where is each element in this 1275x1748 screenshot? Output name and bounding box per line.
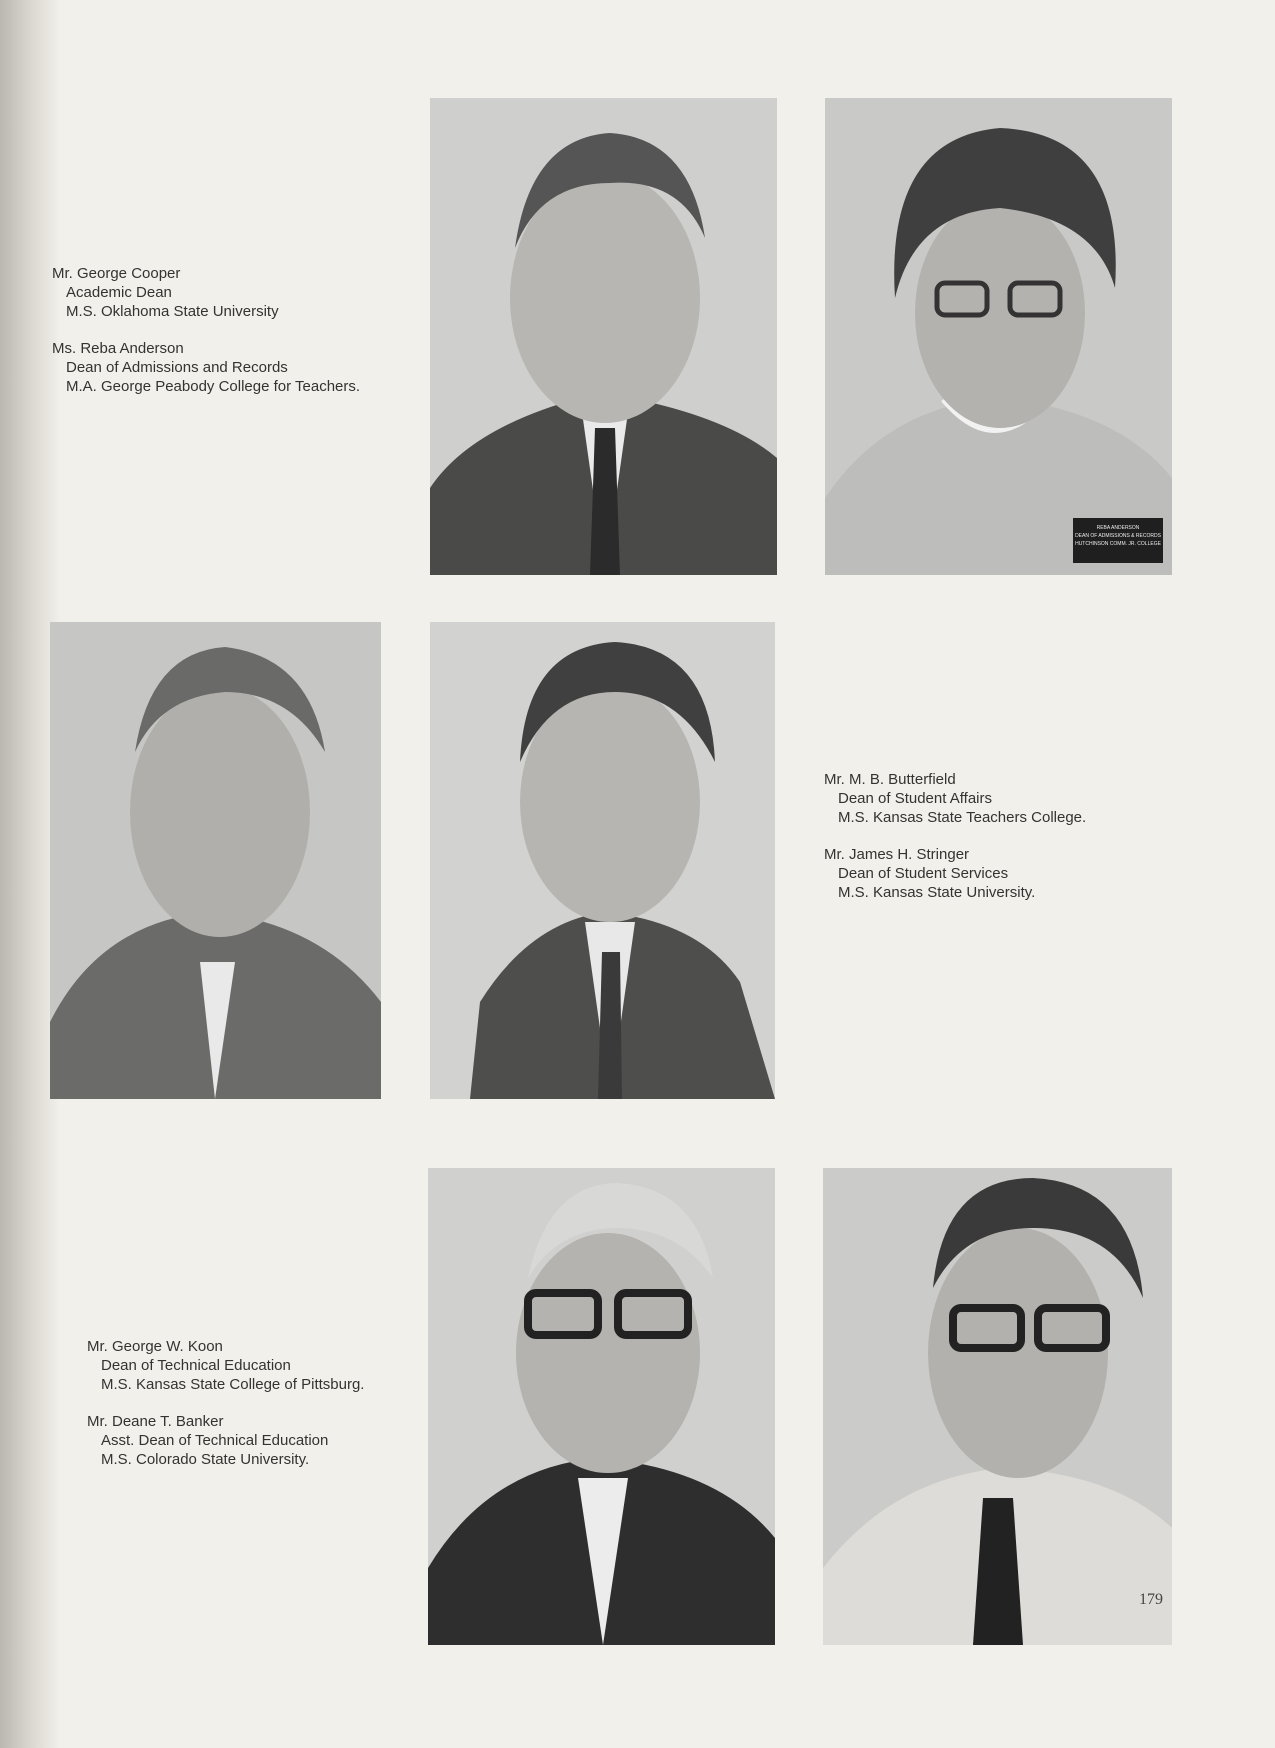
person-degree: M.S. Kansas State Teachers College. xyxy=(838,809,1087,826)
person-name: Mr. George Cooper xyxy=(52,265,181,282)
portrait-deane-t-banker xyxy=(823,1168,1172,1645)
person-name: Mr. James H. Stringer xyxy=(824,846,970,863)
name-tag xyxy=(1073,518,1163,563)
person-degree: M.S. Kansas State College of Pittsburg. xyxy=(101,1376,365,1393)
caption-group-3 xyxy=(87,1337,364,1487)
name-tag-line3: HUTCHINSON COMM. JR. COLLEGE xyxy=(1075,541,1161,547)
portrait-george-cooper xyxy=(430,98,777,575)
person-title: Academic Dean xyxy=(66,284,172,301)
person-title: Dean of Student Services xyxy=(838,865,1009,882)
person-title: Dean of Technical Education xyxy=(101,1357,291,1374)
portrait-m-b-butterfield xyxy=(50,622,381,1099)
person-title: Dean of Admissions and Records xyxy=(66,359,288,376)
person-title: Dean of Student Affairs xyxy=(838,790,992,807)
person-degree: M.S. Kansas State University. xyxy=(838,884,1036,901)
person-degree: M.S. Oklahoma State University xyxy=(66,303,279,320)
caption-james-h-stringer xyxy=(824,845,1086,902)
person-name: Mr. M. B. Butterfield xyxy=(824,771,956,788)
person-title: Asst. Dean of Technical Education xyxy=(101,1432,329,1449)
caption-group-1 xyxy=(52,264,360,414)
name-tag-line1: REBA ANDERSON xyxy=(1096,525,1140,531)
caption-group-2 xyxy=(824,770,1086,920)
person-name: Mr. George W. Koon xyxy=(87,1338,223,1355)
caption-george-w-koon xyxy=(87,1337,364,1394)
caption-deane-t-banker xyxy=(87,1412,364,1469)
portrait-reba-anderson xyxy=(825,98,1172,575)
person-degree: M.S. Colorado State University. xyxy=(101,1451,310,1468)
person-name: Mr. Deane T. Banker xyxy=(87,1413,224,1430)
caption-george-cooper xyxy=(52,264,360,321)
portrait-george-w-koon xyxy=(428,1168,775,1645)
caption-reba-anderson xyxy=(52,339,360,396)
portrait-james-h-stringer xyxy=(430,622,775,1099)
person-name: Ms. Reba Anderson xyxy=(52,340,184,357)
page-number: 179 xyxy=(1139,1591,1163,1608)
person-degree: M.A. George Peabody College for Teachers. xyxy=(66,378,361,395)
caption-m-b-butterfield xyxy=(824,770,1086,827)
name-tag-line2: DEAN OF ADMISSIONS & RECORDS xyxy=(1075,533,1161,539)
